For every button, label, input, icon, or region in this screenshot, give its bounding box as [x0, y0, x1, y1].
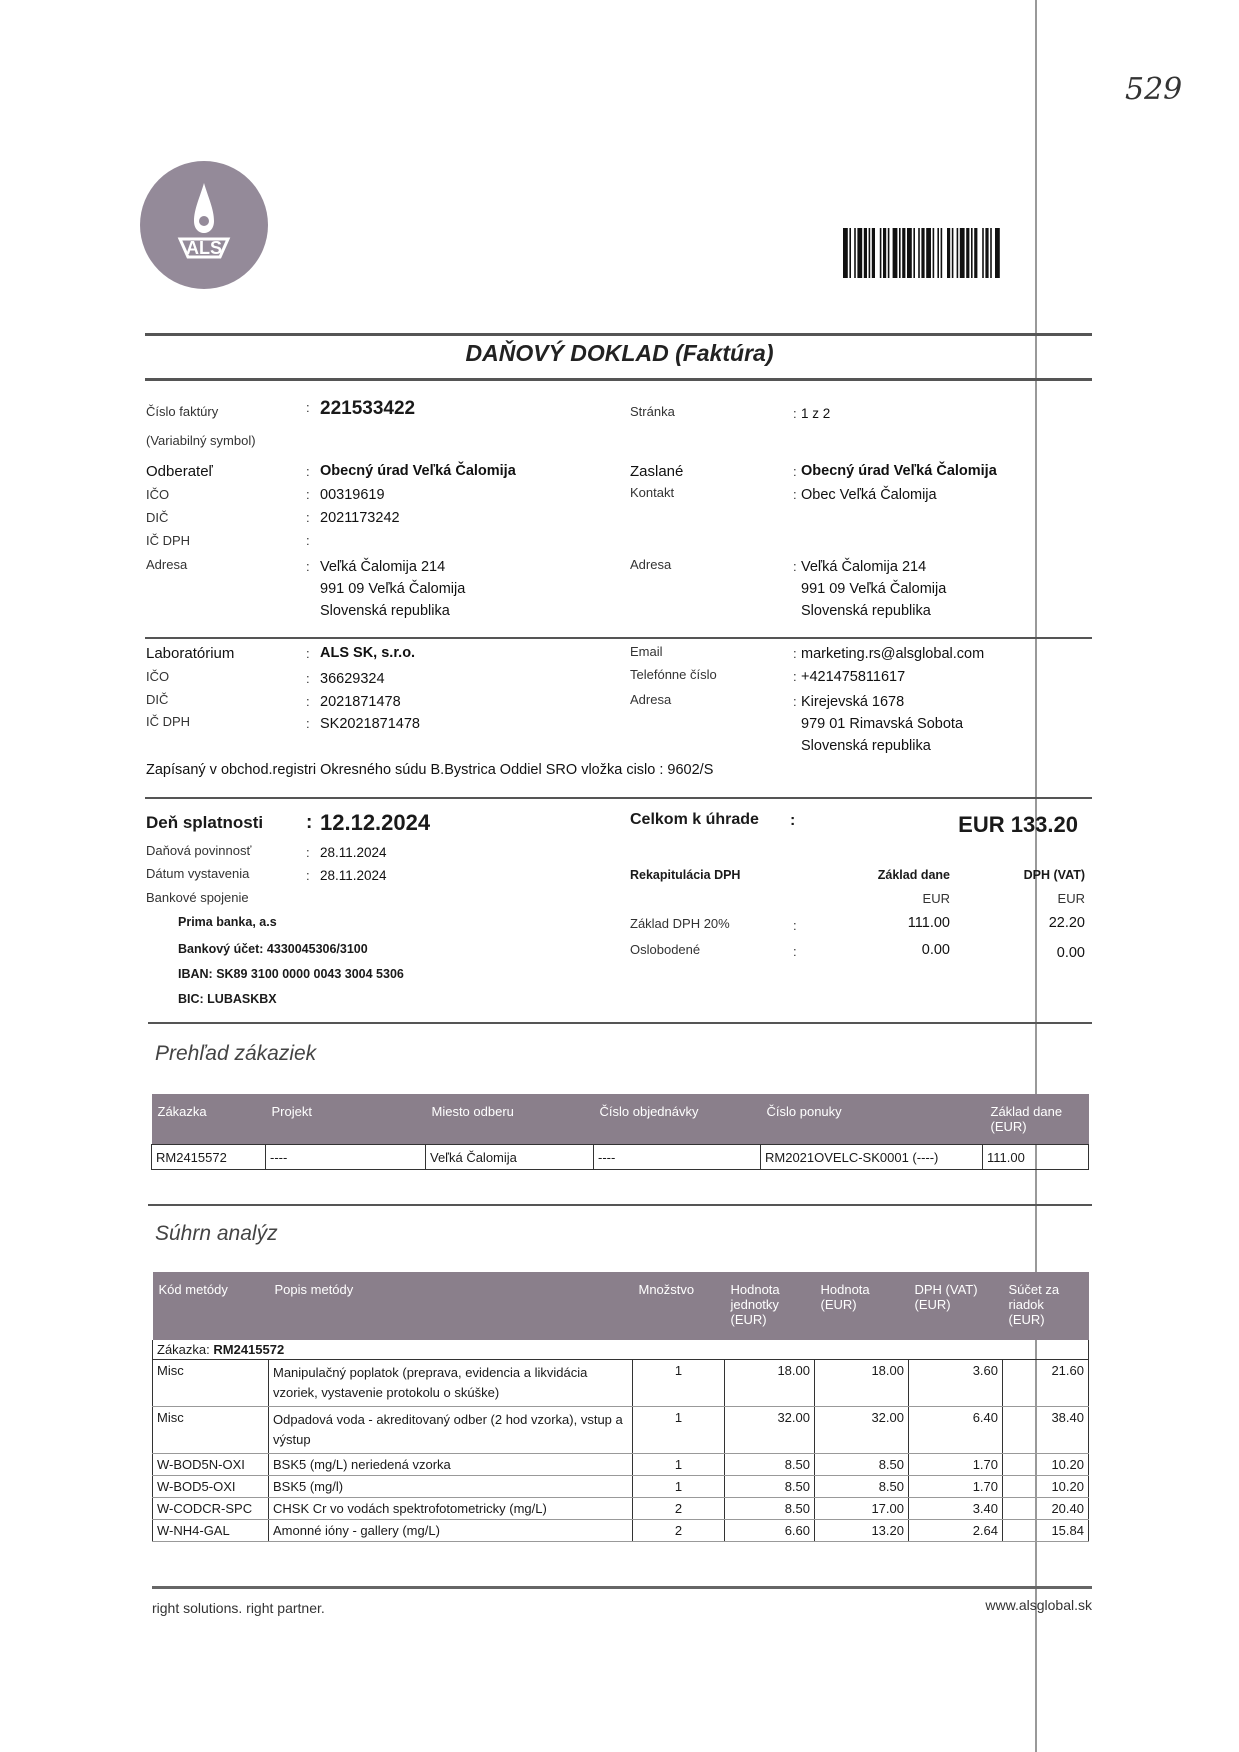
method-qty: 1	[633, 1476, 725, 1498]
page-value: 1 z 2	[801, 406, 831, 421]
method-code: Misc	[153, 1360, 269, 1407]
tax-duty-date: 28.11.2024	[320, 845, 387, 860]
method-total: 10.20	[1003, 1476, 1089, 1498]
table-row	[152, 1145, 1089, 1170]
analyses-table	[152, 1272, 1089, 1542]
method-qty: 1	[633, 1454, 725, 1476]
method-unit-price: 8.50	[725, 1454, 815, 1476]
document-title: DAŇOVÝ DOKLAD (Faktúra)	[465, 340, 774, 366]
variable-symbol-label: (Variabilný symbol)	[146, 433, 256, 448]
total-amount: EUR 133.20	[958, 812, 1078, 837]
customer-address-line: 991 09 Veľká Čalomija	[320, 581, 466, 597]
lab-icdph-label: IČ DPH	[146, 714, 191, 729]
invoice-number-label: Číslo faktúry	[146, 404, 219, 419]
analyses-col-value: Hodnota (EUR)	[820, 1282, 870, 1312]
divider	[145, 797, 1092, 799]
method-unit-price: 8.50	[725, 1476, 815, 1498]
analyses-table-header	[153, 1272, 1089, 1340]
customer-ico: 00319619	[320, 487, 385, 503]
method-code: W-CODCR-SPC	[153, 1498, 269, 1520]
analyses-col-total: Súčet za riadok (EUR)	[1008, 1282, 1060, 1327]
method-code: W-BOD5-OXI	[153, 1476, 269, 1498]
lab-email: marketing.rs@alsglobal.com	[801, 646, 985, 662]
footer-divider	[152, 1586, 1092, 1589]
method-value: 8.50	[815, 1454, 909, 1476]
method-vat: 6.40	[909, 1407, 1003, 1454]
method-value: 18.00	[815, 1360, 909, 1407]
analyses-col-qty: Množstvo	[638, 1282, 695, 1297]
orders-table	[151, 1094, 1089, 1170]
method-desc: Amonné ióny - gallery (mg/L)	[269, 1520, 633, 1542]
svg-text:ALS: ALS	[186, 238, 222, 258]
lab-title: Laboratórium	[146, 645, 235, 662]
shipped-address-line: 991 09 Veľká Čalomija	[801, 581, 947, 597]
analyses-col-vat: DPH (VAT) (EUR)	[914, 1282, 978, 1312]
method-total: 20.40	[1003, 1498, 1089, 1520]
divider	[145, 637, 1092, 639]
orders-col-project: Projekt	[271, 1104, 312, 1119]
method-value: 17.00	[815, 1498, 909, 1520]
base-column-header: Základ dane	[877, 868, 950, 882]
vat-currency: EUR	[1057, 891, 1085, 906]
lab-ico-label: IČO	[146, 669, 170, 684]
vat-recap-row-label: Oslobodené	[630, 942, 701, 957]
customer-address-line: Veľká Čalomija 214	[320, 559, 446, 575]
order-location: Veľká Čalomija	[426, 1145, 594, 1170]
method-desc: BSK5 (mg/l)	[269, 1476, 633, 1498]
method-qty: 1	[633, 1407, 725, 1454]
issue-label: Dátum vystavenia	[146, 866, 250, 881]
method-unit-price: 6.60	[725, 1520, 815, 1542]
lab-phone-label: Telefónne číslo	[630, 667, 717, 682]
invoice-number: 221533422	[320, 398, 416, 419]
iban: IBAN: SK89 3100 0000 0043 3004 5306	[178, 967, 404, 981]
table-row	[153, 1476, 1089, 1498]
method-qty: 1	[633, 1360, 725, 1407]
lab-address-label: Adresa	[630, 692, 672, 707]
als-logo	[140, 161, 268, 289]
method-value: 8.50	[815, 1476, 909, 1498]
lab-name: ALS SK, s.r.o.	[320, 645, 416, 661]
method-total: 38.40	[1003, 1407, 1089, 1454]
method-value: 13.20	[815, 1520, 909, 1542]
analyses-col-code: Kód metódy	[158, 1282, 228, 1297]
table-row	[153, 1360, 1089, 1407]
shipped-contact-label: Kontakt	[630, 485, 675, 500]
vat-recap-vat: 0.00	[1056, 945, 1085, 961]
shipped-address-line: Veľká Čalomija 214	[801, 559, 927, 575]
barcode	[843, 228, 1085, 278]
tax-duty-label: Daňová povinnosť	[146, 843, 252, 858]
lab-phone: +421475811617	[801, 669, 906, 685]
customer-dic: 2021173242	[320, 510, 400, 526]
orders-section-title: Prehľad zákaziek	[155, 1042, 317, 1065]
order-group-value: RM2415572	[213, 1342, 285, 1357]
analyses-col-desc: Popis metódy	[274, 1282, 354, 1297]
orders-col-location: Miesto odberu	[431, 1104, 514, 1119]
order-po: ----	[594, 1145, 761, 1170]
method-desc: CHSK Cr vo vodách spektrofotometricky (mg/L)	[269, 1498, 633, 1520]
base-currency: EUR	[922, 891, 950, 906]
customer-address-line: Slovenská republika	[320, 603, 450, 619]
vat-recap-row-label: Základ DPH 20%	[630, 916, 730, 931]
bank-label: Bankové spojenie	[146, 890, 249, 905]
vat-column-header: DPH (VAT)	[1023, 868, 1085, 882]
method-qty: 2	[633, 1498, 725, 1520]
method-total: 10.20	[1003, 1454, 1089, 1476]
method-code: W-BOD5N-OXI	[153, 1454, 269, 1476]
table-row	[153, 1520, 1089, 1542]
lab-ico: 36629324	[320, 671, 385, 687]
lab-address-line: Kirejevská 1678	[801, 694, 905, 710]
method-desc: Manipulačný poplatok (preprava, evidencia a likvidácia vzoriek, vystavenie protokolu o skúške)	[269, 1360, 633, 1407]
method-unit-price: 32.00	[725, 1407, 815, 1454]
vat-recap-base: 0.00	[921, 942, 950, 958]
bank-name: Prima banka, a.s	[178, 915, 277, 929]
order-project: ----	[266, 1145, 426, 1170]
handwritten-number: 529	[1125, 72, 1183, 107]
bank-account: Bankový účet: 4330045306/3100	[178, 942, 368, 956]
method-vat: 1.70	[909, 1476, 1003, 1498]
analyses-col-unit: Hodnota jednotky (EUR)	[730, 1282, 780, 1327]
total-label: Celkom k úhrade	[630, 811, 759, 828]
method-total: 15.84	[1003, 1520, 1089, 1542]
shipped-contact: Obec Veľká Čalomija	[801, 487, 937, 503]
method-vat: 3.40	[909, 1498, 1003, 1520]
divider	[145, 333, 1092, 336]
orders-col-base: Základ dane (EUR)	[990, 1104, 1063, 1134]
lab-address-line: 979 01 Rimavská Sobota	[801, 716, 964, 732]
divider	[145, 378, 1092, 381]
order-group-label: Zákazka:	[157, 1342, 210, 1357]
due-label: Deň splatnosti	[146, 813, 264, 832]
shipped-address-label: Adresa	[630, 557, 672, 572]
vat-recap-vat: 22.20	[1048, 915, 1085, 931]
method-unit-price: 18.00	[725, 1360, 815, 1407]
method-vat: 3.60	[909, 1360, 1003, 1407]
method-code: W-NH4-GAL	[153, 1520, 269, 1542]
method-code: Misc	[153, 1407, 269, 1454]
customer-icdph-label: IČ DPH	[146, 533, 191, 548]
customer-dic-label: DIČ	[146, 510, 169, 525]
method-vat: 2.64	[909, 1520, 1003, 1542]
shipped-address-line: Slovenská republika	[801, 603, 931, 619]
orders-col-po: Číslo objednávky	[599, 1104, 699, 1119]
method-qty: 2	[633, 1520, 725, 1542]
lab-email-label: Email	[630, 644, 663, 659]
order-quote: RM2021OVELC-SK0001 (----)	[761, 1145, 983, 1170]
order-base: 111.00	[983, 1145, 1089, 1170]
lab-address-line: Slovenská republika	[801, 738, 931, 754]
divider	[148, 1204, 1092, 1206]
bic: BIC: LUBASKBX	[178, 992, 277, 1006]
method-value: 32.00	[815, 1407, 909, 1454]
divider	[148, 1022, 1092, 1024]
due-date: 12.12.2024	[320, 810, 431, 835]
customer-name: Obecný úrad Veľká Čalomija	[320, 463, 516, 479]
issue-date: 28.11.2024	[320, 868, 387, 883]
method-vat: 1.70	[909, 1454, 1003, 1476]
orders-col-quote: Číslo ponuky	[766, 1104, 842, 1119]
shipped-name: Obecný úrad Veľká Čalomija	[801, 463, 997, 479]
lab-register: Zapísaný v obchod.registri Okresného súdu B.Bystrica Oddiel SRO vložka cislo : 9602/S	[146, 762, 714, 778]
footer-slogan: right solutions. right partner.	[152, 1600, 325, 1616]
customer-title: Odberateľ	[146, 463, 213, 480]
vat-recap-base: 111.00	[907, 915, 950, 931]
footer-website[interactable]: www.alsglobal.sk	[985, 1597, 1092, 1613]
order-group-row	[153, 1340, 1089, 1360]
method-desc: Odpadová voda - akreditovaný odber (2 hod vzorka), vstup a výstup	[269, 1407, 633, 1454]
method-desc: BSK5 (mg/L) neriedená vzorka	[269, 1454, 633, 1476]
method-total: 21.60	[1003, 1360, 1089, 1407]
lab-dic: 2021871478	[320, 694, 401, 710]
orders-col-order: Zákazka	[157, 1104, 207, 1119]
customer-ico-label: IČO	[146, 487, 170, 502]
order-id: RM2415572	[152, 1145, 266, 1170]
lab-icdph: SK2021871478	[320, 716, 420, 732]
table-row	[153, 1407, 1089, 1454]
lab-dic-label: DIČ	[146, 692, 169, 707]
page-label: Stránka	[630, 404, 675, 419]
vat-recap-label: Rekapitulácia DPH	[630, 868, 741, 882]
table-row	[153, 1498, 1089, 1520]
analyses-section-title: Súhrn analýz	[155, 1222, 278, 1245]
orders-table-header	[152, 1094, 1089, 1145]
shipped-title: Zaslané	[630, 463, 684, 480]
customer-address-label: Adresa	[146, 557, 188, 572]
method-unit-price: 8.50	[725, 1498, 815, 1520]
table-row	[153, 1454, 1089, 1476]
